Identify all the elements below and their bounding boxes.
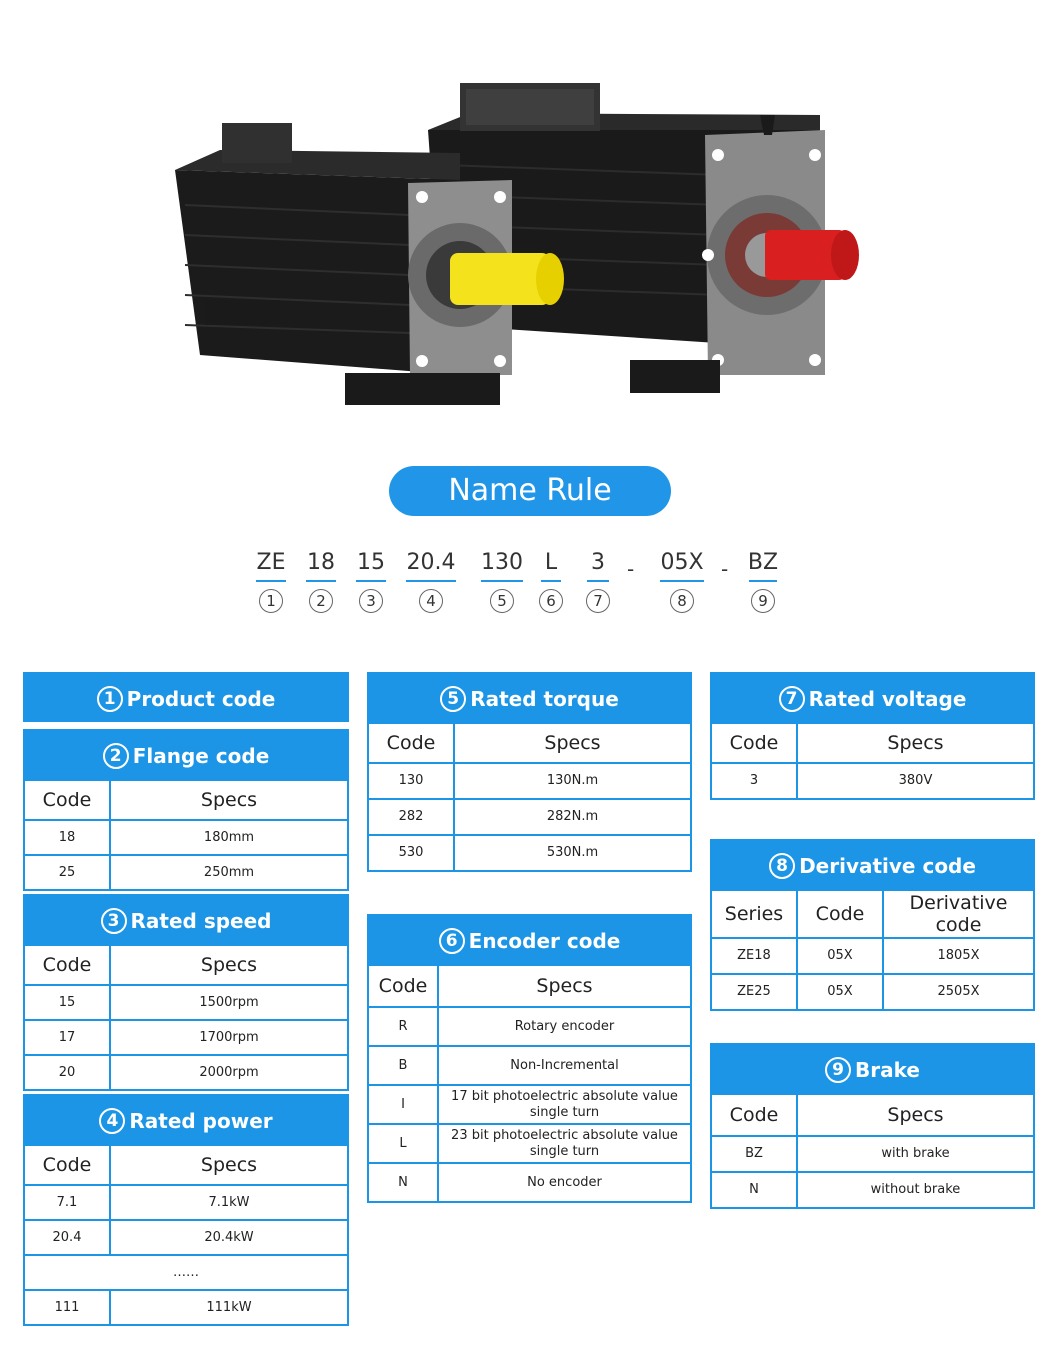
- encoder-code-table: Code Specs R Rotary encoder B Non-Incremental I 17 bit photoelectric absolute value single turn L 23 bit photoelectric absolute value single turn N No encoder: [367, 964, 692, 1203]
- code-segment: 3 7: [584, 549, 612, 613]
- table-row: 15 1500rpm: [24, 985, 348, 1020]
- table-row: I 17 bit photoelectric absolute value single turn: [368, 1085, 691, 1124]
- table-row: 130 130N.m: [368, 763, 691, 799]
- rated-speed-table: Code Specs 15 1500rpm 17 1700rpm 20 2000rpm: [23, 944, 349, 1091]
- card-header: 2 Flange code: [23, 729, 349, 779]
- table-row: BZ with brake: [711, 1136, 1034, 1172]
- derivative-code-card: [710, 839, 1035, 1011]
- table-row: 25 250mm: [24, 855, 348, 890]
- code-segment: L 6: [538, 549, 564, 613]
- rated-voltage-table: Code Specs 3 380V: [710, 722, 1035, 800]
- encoder-code-card: [367, 914, 692, 1203]
- table-row: B Non-Incremental: [368, 1046, 691, 1085]
- table-row: 20.4 20.4kW: [24, 1220, 348, 1255]
- code-segment: 18 2: [306, 549, 336, 613]
- table-row: 282 282N.m: [368, 799, 691, 835]
- table-row: 20 2000rpm: [24, 1055, 348, 1090]
- card-header: 1 Product code: [23, 672, 349, 722]
- rated-torque-table: Code Specs 130 130N.m 282 282N.m 530 530N.m: [367, 722, 692, 872]
- flange-code-table: Code Specs 18 180mm 25 250mm: [23, 779, 349, 891]
- card-header: 5 Rated torque: [367, 672, 692, 722]
- card-header: 9 Brake: [710, 1043, 1035, 1093]
- rated-speed-card: [23, 894, 349, 1091]
- table-row: 17 1700rpm: [24, 1020, 348, 1055]
- rated-power-card: [23, 1094, 349, 1326]
- card-header: 7 Rated voltage: [710, 672, 1035, 722]
- name-rule-title: Name Rule: [389, 466, 671, 516]
- table-row: 111 111kW: [24, 1290, 348, 1325]
- rated-power-table: Code Specs 7.1 7.1kW 20.4 20.4kW …… 111 111kW: [23, 1144, 349, 1326]
- motor-photo: [160, 75, 880, 415]
- table-row: N No encoder: [368, 1163, 691, 1202]
- table-row: 18 180mm: [24, 820, 348, 855]
- code-segment: 20.4 4: [405, 549, 457, 613]
- rated-voltage-card: [710, 672, 1035, 800]
- code-segment: 130 5: [479, 549, 525, 613]
- brake-table: Code Specs BZ with brake N without brake: [710, 1093, 1035, 1209]
- table-row: ZE25 05X 2505X: [711, 974, 1034, 1010]
- table-row: N without brake: [711, 1172, 1034, 1208]
- code-dash: -: [721, 557, 729, 581]
- card-header: 4 Rated power: [23, 1094, 349, 1144]
- table-row: 7.1 7.1kW: [24, 1185, 348, 1220]
- code-segment: 05X 8: [658, 549, 706, 613]
- code-dash: -: [627, 557, 635, 581]
- card-header: 8 Derivative code: [710, 839, 1035, 889]
- rated-torque-card: [367, 672, 692, 872]
- table-row: 530 530N.m: [368, 835, 691, 871]
- card-header: 6 Encoder code: [367, 914, 692, 964]
- table-row: 3 380V: [711, 763, 1034, 799]
- flange-code-card: [23, 729, 349, 891]
- derivative-code-table: Series Code Derivative code ZE18 05X 1805X ZE25 05X 2505X: [710, 889, 1035, 1011]
- table-row: R Rotary encoder: [368, 1007, 691, 1046]
- code-segment: BZ 9: [746, 549, 780, 613]
- table-row: L 23 bit photoelectric absolute value single turn: [368, 1124, 691, 1163]
- table-row: ZE18 05X 1805X: [711, 938, 1034, 974]
- product-code-card: [23, 672, 349, 722]
- card-header: 3 Rated speed: [23, 894, 349, 944]
- code-segment: ZE 1: [256, 549, 286, 613]
- code-segment: 15 3: [356, 549, 386, 613]
- table-row: ……: [24, 1255, 348, 1290]
- brake-card: [710, 1043, 1035, 1209]
